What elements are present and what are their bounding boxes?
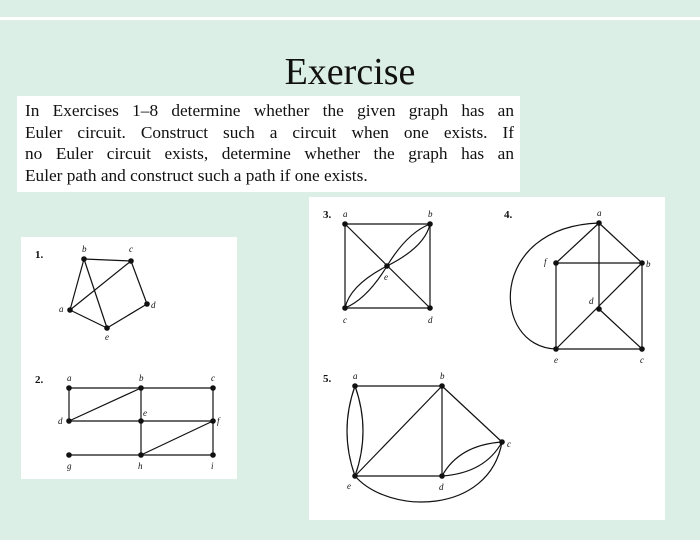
graph-vertex (144, 301, 150, 307)
exercise-prompt (17, 96, 520, 192)
graph-edge (70, 259, 84, 310)
vertex-label: e (105, 332, 109, 342)
graph-vertex (138, 418, 144, 424)
graph-vertex (596, 306, 602, 312)
graph-edge (599, 223, 642, 263)
graphs-panel-right (309, 197, 665, 520)
graph-vertex (553, 346, 559, 352)
vertex-label: b (428, 209, 433, 219)
graph-vertex (342, 221, 348, 227)
graph-edge (131, 261, 147, 304)
graph-edge (345, 266, 387, 308)
vertex-label: d (428, 315, 433, 325)
vertex-label: f (217, 416, 220, 426)
graph-vertex (439, 473, 445, 479)
graph-vertex (210, 385, 216, 391)
graph-edge (510, 223, 599, 349)
vertex-label: e (384, 272, 388, 282)
vertex-label: c (343, 315, 347, 325)
graph-vertex (499, 439, 505, 445)
graph-vertex (210, 452, 216, 458)
vertex-label: d (439, 482, 444, 492)
vertex-label: d (151, 300, 156, 310)
graph-vertex (342, 305, 348, 311)
graph-edge (355, 386, 363, 476)
prompt-line: no Euler circuit exists, determine whether the graph has an (25, 144, 514, 163)
vertex-label: b (139, 373, 144, 383)
graph-vertex (66, 452, 72, 458)
graph-vertex (138, 452, 144, 458)
vertex-label: a (343, 209, 348, 219)
graph-vertex (352, 383, 358, 389)
slide-title: Exercise (284, 51, 416, 93)
graph-edge (387, 224, 430, 266)
graph-edge (107, 304, 147, 328)
graph-vertex (67, 307, 73, 313)
graph-3 (323, 209, 433, 325)
graphs-1-2-figure (21, 237, 237, 479)
graph-number: 2. (35, 374, 44, 386)
graph-vertex (553, 260, 559, 266)
graphs-3-4-5-figure (309, 197, 665, 520)
graph-number: 5. (323, 373, 332, 385)
vertex-label: h (138, 461, 143, 471)
vertex-label: d (589, 296, 594, 306)
graph-edge (355, 442, 502, 502)
vertex-label: a (67, 373, 72, 383)
vertex-label: b (646, 259, 651, 269)
graph-edge (141, 421, 213, 455)
graph-edge (599, 309, 642, 349)
vertex-label: a (353, 371, 358, 381)
graph-edge (69, 388, 141, 421)
graph-vertex (596, 220, 602, 226)
graph-edge (387, 224, 430, 266)
vertex-label: a (59, 304, 64, 314)
vertex-label: f (544, 257, 547, 267)
vertex-label: e (143, 408, 147, 418)
graph-edge (355, 386, 442, 476)
graph-edge (345, 266, 387, 308)
graph-edge (442, 386, 502, 442)
vertex-label: c (129, 244, 133, 254)
graph-vertex (384, 263, 390, 269)
graph-vertex (138, 385, 144, 391)
graph-vertex (639, 346, 645, 352)
vertex-label: b (82, 244, 87, 254)
vertex-label: c (507, 439, 511, 449)
graph-vertex (427, 221, 433, 227)
vertex-label: e (347, 481, 351, 491)
graph-vertex (210, 418, 216, 424)
graphs-panel-left (21, 237, 237, 479)
graph-2 (35, 373, 221, 471)
vertex-label: g (67, 461, 72, 471)
graph-vertex (439, 383, 445, 389)
graph-edge (442, 442, 502, 476)
graph-5 (323, 371, 511, 502)
vertex-label: b (440, 371, 445, 381)
graph-vertex (81, 256, 87, 262)
graph-vertex (128, 258, 134, 264)
top-rule (0, 17, 700, 20)
graph-number: 3. (323, 209, 332, 221)
graph-edge (442, 442, 502, 476)
vertex-label: c (211, 373, 215, 383)
prompt-line: Euler path and construct such a path if one exists. (25, 165, 368, 185)
vertex-label: c (640, 355, 644, 365)
vertex-label: a (597, 208, 602, 218)
vertex-label: d (58, 416, 63, 426)
prompt-line: In Exercises 1–8 determine whether the given graph has an (25, 101, 514, 120)
graph-vertex (104, 325, 110, 331)
graph-number: 4. (504, 209, 513, 221)
graph-edge (347, 386, 355, 476)
graph-vertex (639, 260, 645, 266)
graph-number: 1. (35, 249, 44, 261)
graph-1 (35, 244, 156, 342)
vertex-label: i (211, 461, 214, 471)
graph-vertex (66, 418, 72, 424)
graph-edge (70, 261, 131, 310)
graph-edge (84, 259, 107, 328)
graph-vertex (66, 385, 72, 391)
graph-vertex (352, 473, 358, 479)
graph-4 (504, 208, 651, 365)
vertex-label: e (554, 355, 558, 365)
prompt-line: Euler circuit. Construct such a circuit when one exists. If (25, 122, 514, 142)
graph-vertex (427, 305, 433, 311)
graph-edge (84, 259, 131, 261)
